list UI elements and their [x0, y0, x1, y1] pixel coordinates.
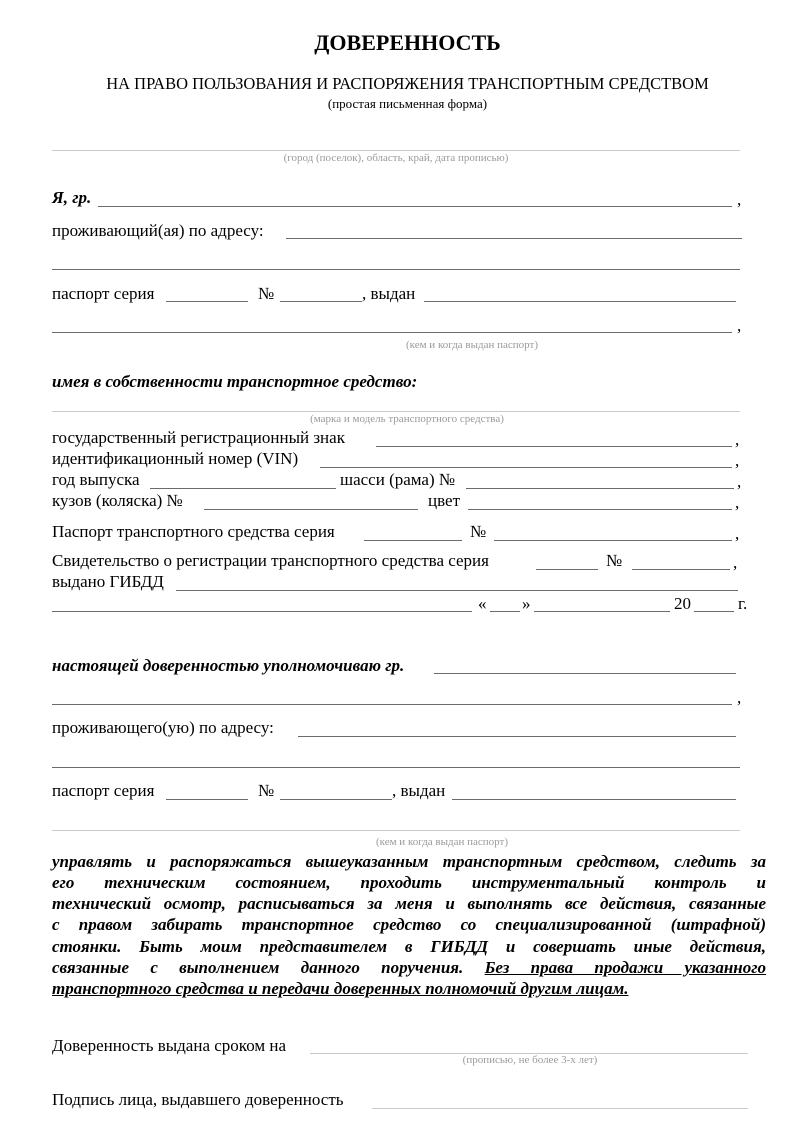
- agent-passport-series-label: паспорт серия: [52, 781, 155, 800]
- reg-plate-label: государственный регистрационный знак: [52, 428, 345, 447]
- agent-passport-number-field[interactable]: [280, 799, 392, 800]
- pts-number-field[interactable]: [494, 540, 732, 541]
- principal-address-field[interactable]: [286, 238, 742, 239]
- agent-heading: настоящей доверенностью уполномочиваю гр.: [52, 656, 405, 675]
- powers-line-7: [52, 978, 766, 1000]
- agent-issuer-hint: (кем и когда выдан паспорт): [375, 836, 508, 848]
- agent-passport-number-label: №: [258, 781, 275, 800]
- comma: ,: [735, 493, 740, 512]
- chassis-label: шасси (рама) №: [340, 470, 456, 489]
- vehicle-model-hint: (марка и модель транспортного средства): [310, 413, 504, 425]
- month-field[interactable]: [534, 611, 670, 612]
- agent-address-field-2[interactable]: [52, 767, 740, 768]
- term-label: Доверенность выдана сроком на: [52, 1036, 287, 1055]
- cert-series-field[interactable]: [536, 569, 598, 570]
- principal-passport-number-label: №: [258, 284, 275, 303]
- page-title: ДОВЕРЕННОСТЬ: [314, 30, 501, 55]
- agent-passport-series-field[interactable]: [166, 799, 248, 800]
- page-subtitle: НА ПРАВО ПОЛЬЗОВАНИЯ И РАСПОРЯЖЕНИЯ ТРАНСПОРТНЫМ СРЕДСТВОМ: [106, 74, 709, 93]
- powers-line-1: управлять и распоряжаться вышеуказанным транспортным средством, следить за: [52, 852, 766, 871]
- comma: ,: [733, 553, 738, 572]
- comma: ,: [735, 430, 740, 449]
- issued-by-label: выдано ГИБДД: [52, 572, 164, 591]
- body-field[interactable]: [204, 509, 418, 510]
- principal-passport-number-field[interactable]: [280, 301, 362, 302]
- year-prefix: 20: [674, 594, 691, 613]
- principal-issuer-hint: (кем и когда выдан паспорт): [405, 339, 538, 351]
- principal-label: Я, гр.: [52, 188, 92, 207]
- principal-issuer-field[interactable]: [52, 332, 732, 333]
- pts-label: Паспорт транспортного средства серия: [52, 522, 335, 541]
- vehicle-model-field[interactable]: [52, 411, 740, 412]
- pts-number-label: №: [470, 522, 487, 541]
- pts-series-field[interactable]: [364, 540, 462, 541]
- year-field[interactable]: [150, 488, 336, 489]
- powers-line-6: [52, 957, 766, 979]
- powers-line-2: его техническим состоянием, проходить инструментальный контроль и: [52, 873, 766, 892]
- cert-number-label: №: [606, 551, 623, 570]
- comma: ,: [735, 451, 740, 470]
- comma: ,: [737, 688, 742, 707]
- principal-passport-series-field[interactable]: [166, 301, 248, 302]
- principal-address-label: проживающий(ая) по адресу:: [52, 221, 264, 240]
- principal-address-field-2[interactable]: [52, 269, 740, 270]
- agent-name-field-2[interactable]: [52, 704, 732, 705]
- principal-passport-series-label: паспорт серия: [52, 284, 155, 303]
- form-note: (простая письменная форма): [327, 96, 488, 111]
- city-date-field[interactable]: [52, 150, 740, 151]
- principal-issued-field[interactable]: [424, 301, 736, 302]
- principal-issued-label: , выдан: [362, 284, 416, 303]
- agent-address-label: проживающего(ую) по адресу:: [52, 718, 274, 737]
- agent-issuer-field[interactable]: [52, 830, 740, 831]
- comma: ,: [737, 316, 742, 335]
- city-date-hint: (город (поселок), область, край, дата прописью): [283, 152, 509, 164]
- comma: ,: [737, 190, 742, 209]
- comma: ,: [737, 472, 742, 491]
- no-sale-clause: Без права продажи указанного: [484, 958, 767, 977]
- powers-line-6-plain: связанные с выполнением данного поручения.: [52, 958, 464, 977]
- vin-field[interactable]: [320, 467, 732, 468]
- comma: ,: [735, 524, 740, 543]
- year-suffix-field[interactable]: [694, 611, 734, 612]
- body-label: кузов (коляска) №: [52, 491, 183, 510]
- chassis-field[interactable]: [466, 488, 734, 489]
- powers-line-3: технический осмотр, расписываться за меня и выполнять все действия, связанные: [52, 894, 766, 913]
- powers-line-4: с правом забирать транспортное средство со специализированной (штрафной): [52, 915, 766, 934]
- powers-line-5: стоянки. Быть моим представителем в ГИБДД и совершать иные действия,: [52, 937, 766, 956]
- day-field[interactable]: [490, 611, 520, 612]
- color-field[interactable]: [468, 509, 732, 510]
- agent-name-field[interactable]: [434, 673, 736, 674]
- vin-label: идентификационный номер (VIN): [52, 449, 299, 468]
- signature-label: Подпись лица, выдавшего доверенность: [52, 1090, 344, 1109]
- vehicle-heading: имея в собственности транспортное средство:: [52, 372, 418, 391]
- term-hint: (прописью, не более 3-х лет): [462, 1054, 598, 1066]
- agent-issued-field[interactable]: [452, 799, 736, 800]
- year-suffix: г.: [738, 594, 748, 613]
- agent-issued-label: , выдан: [392, 781, 446, 800]
- quote-close: »: [522, 594, 531, 613]
- year-label: год выпуска: [52, 470, 140, 489]
- cert-label: Свидетельство о регистрации транспортного средства серия: [52, 551, 489, 570]
- signature-field[interactable]: [372, 1108, 748, 1109]
- issued-by-field[interactable]: [176, 590, 738, 591]
- color-label: цвет: [428, 491, 460, 510]
- cert-number-field[interactable]: [632, 569, 730, 570]
- principal-name-field[interactable]: [98, 206, 732, 207]
- no-sale-clause-cont: транспортного средства и передачи доверенных полномочий другим лицам.: [52, 979, 629, 998]
- quote-open: «: [478, 594, 487, 613]
- issued-by-field-2[interactable]: [52, 611, 472, 612]
- reg-plate-field[interactable]: [376, 446, 732, 447]
- agent-address-field[interactable]: [298, 736, 736, 737]
